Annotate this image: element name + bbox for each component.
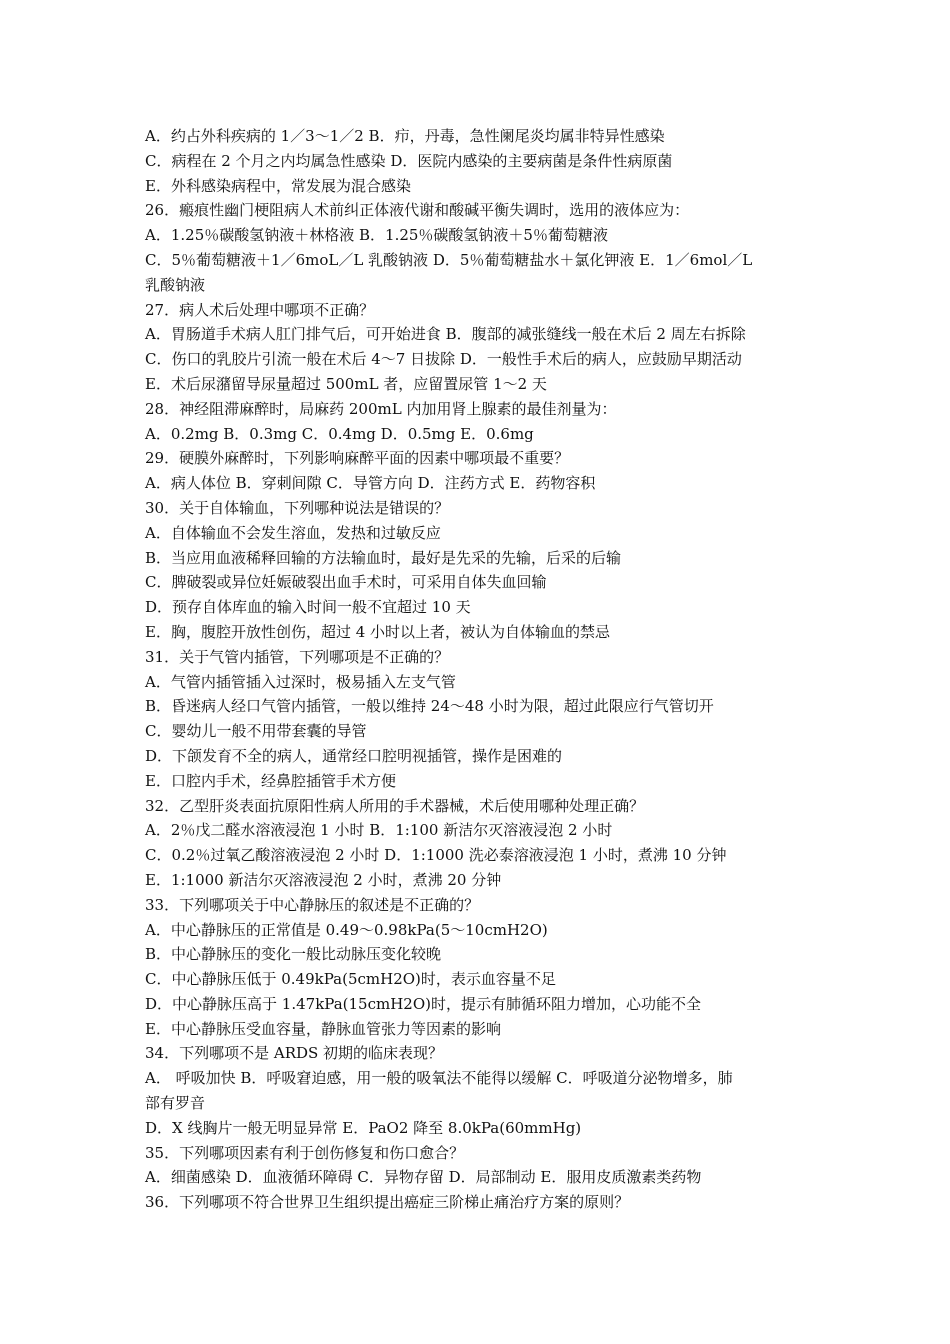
text-line: A．气管内插管插入过深时，极易插入左支气管 — [145, 672, 456, 691]
text-line: C．婴幼儿一般不用带套囊的导管 — [145, 722, 367, 741]
question-35: 35．下列哪项因素有利于创伤修复和伤口愈合？ — [145, 1143, 465, 1162]
text-line: A．中心静脉压的正常值是 0.49～0.98kPa(5～10cmH2O) — [145, 920, 548, 939]
text-line: C．0.2％过氧乙酸溶液浸泡 2 小时 D．1:1000 洗必泰溶液浸泡 1 小时，煮沸 10 分钟 — [145, 846, 727, 865]
text-line: C．伤口的乳胶片引流一般在术后 4～7 日拔除 D．一般性手术后的病人，应鼓励早期活动 — [145, 350, 742, 369]
question-27: 27．病人术后处理中哪项不正确？ — [145, 300, 375, 319]
question-29: 29．硬膜外麻醉时，下列影响麻醉平面的因素中哪项最不重要？ — [145, 449, 570, 468]
question-28: 28．神经阻滞麻醉时，局麻药 200mL 内加用肾上腺素的最佳剂量为： — [145, 399, 617, 418]
text-line: B．中心静脉压的变化一般比动脉压变化较晚 — [145, 945, 442, 964]
text-line: B．昏迷病人经口气管内插管，一般以维持 24～48 小时为限，超过此限应行气管切开 — [145, 697, 714, 716]
text-line: C．中心静脉压低于 0.49kPa(5cmH2O)时，表示血容量不足 — [145, 970, 556, 989]
text-line: E．外科感染病程中，常发展为混合感染 — [145, 176, 411, 195]
question-31: 31．关于气管内插管，下列哪项是不正确的？ — [145, 647, 450, 666]
text-line: A．自体输血不会发生溶血，发热和过敏反应 — [145, 523, 441, 542]
question-33: 33．下列哪项关于中心静脉压的叙述是不正确的？ — [145, 895, 480, 914]
text-line: E．中心静脉压受血容量，静脉血管张力等因素的影响 — [145, 1019, 501, 1038]
text-line: 部有罗音 — [145, 1094, 206, 1113]
text-line: A．约占外科疾病的 1／3～1／2 B．疖，丹毒，急性阑尾炎均属非特异性感染 — [145, 127, 665, 145]
text-line: D．X 线胸片一般无明显异常 E．PaO2 降至 8.0kPa(60mmHg) — [145, 1118, 582, 1137]
text-line: E．胸，腹腔开放性创伤，超过 4 小时以上者，被认为自体输血的禁忌 — [145, 622, 611, 641]
text-line: A．0.2mg B．0.3mg C．0.4mg D．0.5mg E．0.6mg — [145, 424, 534, 443]
text-line: E．口腔内手术，经鼻腔插管手术方便 — [145, 771, 396, 790]
text-line: C．5％葡萄糖液＋1／6moL／L 乳酸钠液 D．5％葡萄糖盐水＋氯化钾液 E．1／6mol／L — [145, 250, 753, 269]
question-26: 26．瘢痕性幽门梗阻病人术前纠正体液代谢和酸碱平衡失调时，选用的液体应为： — [145, 201, 690, 220]
text-line: A．1.25％碳酸氢钠液＋林格液 B．1.25％碳酸氢钠液＋5％葡萄糖液 — [145, 226, 608, 245]
text-line: B．当应用血液稀释回输的方法输血时，最好是先采的先输，后采的后输 — [145, 548, 622, 567]
text-line: C．病程在 2 个月之内均属急性感染 D．医院内感染的主要病菌是条件性病原菌 — [145, 151, 673, 170]
text-line: C．脾破裂或异位妊娠破裂出血手术时，可采用自体失血回输 — [145, 573, 547, 592]
text-line: A．胃肠道手术病人肛门排气后，可开始进食 B．腹部的减张缝线一般在术后 2 周左右拆除 — [145, 325, 746, 344]
question-32: 32．乙型肝炎表面抗原阳性病人所用的手术器械，术后使用哪种处理正确？ — [145, 796, 645, 815]
text-line: D．中心静脉压高于 1.47kPa(15cmH2O)时，提示有肺循环阻力增加，心功能不全 — [145, 994, 701, 1013]
text-line: A．2％戊二醛水溶液浸泡 1 小时 B．1:100 新洁尔灭溶液浸泡 2 小时 — [145, 821, 613, 840]
question-30: 30．关于自体输血，下列哪种说法是错误的？ — [145, 498, 450, 517]
text-line: D．预存自体库血的输入时间一般不宜超过 10 天 — [145, 598, 471, 617]
question-34: 34．下列哪项不是 ARDS 初期的临床表现？ — [145, 1044, 444, 1063]
text-line: E．1:1000 新洁尔灭溶液浸泡 2 小时，煮沸 20 分钟 — [145, 870, 502, 889]
text-line: E．术后尿潴留导尿量超过 500mL 者，应留置尿管 1～2 天 — [145, 374, 547, 393]
text-line: 乳酸钠液 — [145, 275, 206, 294]
text-line: A．病人体位 B．穿刺间隙 C．导管方向 D．注药方式 E．药物容积 — [145, 474, 596, 493]
text-line: A．细菌感染 D．血液循环障碍 C．异物存留 D．局部制动 E．服用皮质激素类药物 — [145, 1168, 702, 1187]
text-line: A． 呼吸加快 B．呼吸窘迫感，用一般的吸氧法不能得以缓解 C．呼吸道分泌物增多，肺 — [145, 1069, 733, 1088]
document-body — [145, 124, 813, 1215]
text-line: D．下颌发育不全的病人，通常经口腔明视插管，操作是困难的 — [145, 746, 563, 765]
question-36: 36．下列哪项不符合世界卫生组织提出癌症三阶梯止痛治疗方案的原则？ — [145, 1193, 630, 1212]
